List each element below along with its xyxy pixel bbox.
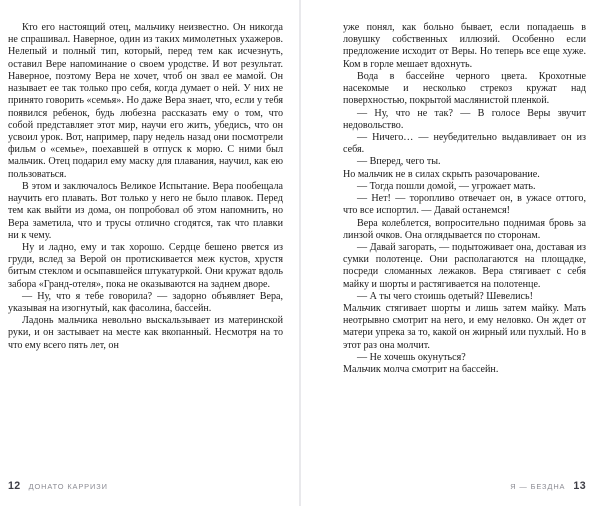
dialogue-paragraph: — Ну, что не так? — В голосе Веры звучит недовольство. xyxy=(343,107,586,131)
paragraph: В этом и заключалось Великое Испытание. Вера пообещала научить его плавать. Вот только у него не было плавок. Перед тем как выйти из дома, он попробовал об этом напомнить, но Вера заметила, что и трусы отлично сгодятся, так что плавки ни к чему. xyxy=(8,180,283,241)
paragraph: Вода в бассейне черного цвета. Крохотные насекомые и несколько стрекоз кружат над поверхностью, покрытой маслянистой пленкой. xyxy=(343,70,586,107)
dialogue-paragraph: — Ну, что я тебе говорила? — задорно объявляет Вера, указывая на изогнутый, как фасолина, бассейн. xyxy=(8,290,283,315)
dialogue-paragraph: — Ничего… — неубедительно выдавливает он из себя. xyxy=(343,131,586,156)
dialogue-paragraph: — Давай загорать, — подытоживает она, доставая из сумки полотенце. Они располагаются на площадке, посреди сломанных лежаков. Вера стягивает с себя майку и шорты и растягивается на полотенце. xyxy=(343,241,586,290)
dialogue-paragraph: — Вперед, чего ты. xyxy=(357,156,441,168)
running-head-author: ДОНАТО КАРРИЗИ xyxy=(28,482,108,491)
paragraph: Ну и ладно, ему и так хорошо. Сердце бешено рвется из груди, вслед за Верой он протискивается меж кустов, хрустя битым стеклом и осыпавшейся штукатуркой. Они кружат вдоль забора «Гранд-отеля», пока не оказываются на заднем дворе. xyxy=(8,241,283,290)
dialogue-paragraph: — А ты чего стоишь одетый? Шевелись! xyxy=(357,290,533,302)
dialogue-paragraph: — Не хочешь окунуться? xyxy=(357,351,466,363)
dialogue-paragraph: — Нет! — торопливо отвечает он, в ужасе оттого, что все испортил. — Давай останемся! xyxy=(343,193,586,217)
paragraph: Ладонь мальчика невольно выскальзывает из материнской руки, и он застывает на месте как вкопанный. Несмотря на то что ему всего пять лет, он xyxy=(8,315,283,351)
paragraph: Вера колеблется, вопросительно поднимая бровь за линзой очков. Она оглядывается по сторонам. xyxy=(343,217,586,241)
paragraph: Мальчик молча смотрит на бассейн. xyxy=(343,364,499,376)
running-head-title: Я — БЕЗДНА xyxy=(510,482,566,491)
right-page xyxy=(300,0,600,506)
right-page-body xyxy=(343,22,586,376)
paragraph: Мальчик стягивает шорты и лишь затем майку. Мать неотрывно смотрит на него, и ему неловко. Он ждет от матери упрека за то, какой он жирный или пухлый. Но в этот раз она молчит. xyxy=(343,303,586,351)
paragraph: Кто его настоящий отец, мальчику неизвестно. Он никогда не спрашивал. Наверное, один из таких мимолетных ухажеров. Нелепый и полный тип, который, перед тем как исчезнуть, оставил Вере напоминание о своем уродстве. И вот результат. Наверное, поэтому Вера не хочет, чтоб он звал ее мамой. Он называет ее так только про себя, когда думает о ней. У них не принято говорить «семья». Но даже Вера знает, что, если у тебя появился ребенок, будь любезна рассказать ему о том, что собой представляет этот мир, научи его жить, убедись, что он усвоил урок. Вот, например, пару недель назад они посмотрели фильм о «семье», поехавшей в отпуск к морю. С ними был мальчик. Отец подарил ему маску для плавания, научил, как ею пользоваться. xyxy=(8,22,283,180)
page-number: 12 xyxy=(8,480,21,492)
paragraph: уже понял, как больно бывает, если попадаешь в ловушку собственных иллюзий. Особенно если предложение исходит от Веры. Но теперь все еще хуже. Ком в горле мешает вдохнуть. xyxy=(343,22,586,70)
left-page-body xyxy=(8,22,283,352)
dialogue-paragraph: — Тогда пошли домой, — угрожает мать. xyxy=(357,180,536,192)
left-page-footer xyxy=(8,480,108,492)
right-page-footer xyxy=(510,480,586,492)
paragraph: Но мальчик не в силах скрыть разочарование. xyxy=(343,168,540,180)
page-number: 13 xyxy=(573,480,586,492)
